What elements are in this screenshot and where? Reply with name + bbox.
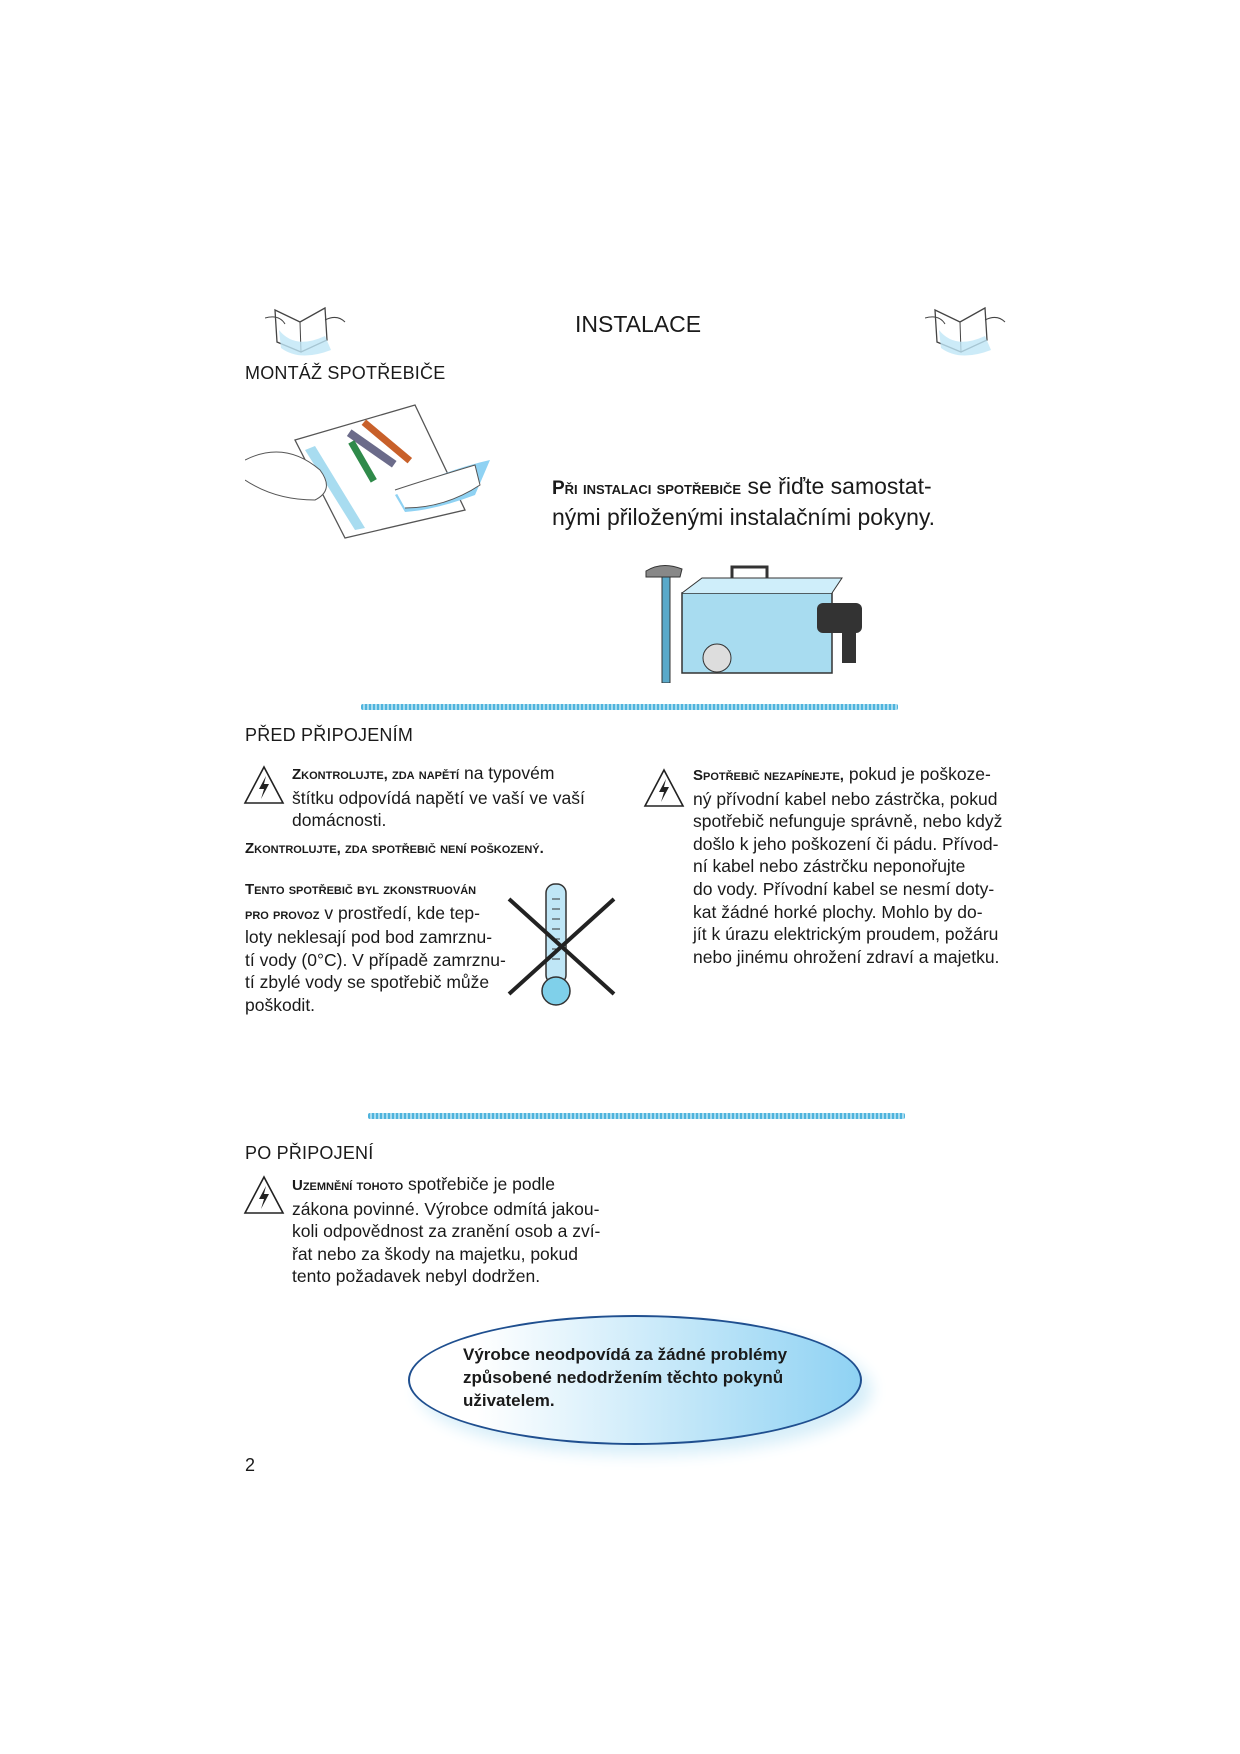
text-line: kat žádné horké plochy. Mohlo by do- — [693, 901, 983, 922]
text-line: na typovém — [459, 763, 555, 783]
frozen-thermometer-crossed-icon — [504, 879, 619, 1015]
frost-warning-text — [245, 877, 515, 1017]
page-title: INSTALACE — [575, 311, 702, 337]
text-line: tí zbylé vody se spotřebič může — [245, 972, 490, 993]
grounding-text — [292, 1173, 632, 1288]
section-heading-before-connection: PŘED PŘIPOJENÍM — [245, 725, 414, 745]
text-line: koli odpovědnost za zranění osob a zví- — [292, 1221, 601, 1242]
text-line: nými přiloženými instalačními pokyny. — [552, 504, 936, 530]
text-line: štítku odpovídá napětí ve vaší ve vaší — [292, 787, 585, 808]
section-divider — [361, 704, 898, 710]
text-line: do vody. Přívodní kabel se nesmí doty- — [693, 878, 995, 899]
text-line: uživatelem. — [463, 1391, 555, 1410]
manufacturer-notice-text — [463, 1343, 787, 1412]
text-line: loty neklesají pod bod zamrznu- — [245, 927, 493, 948]
check-damage-text: Zkontrolujte, zda spotřebič není poškozený. — [245, 840, 544, 857]
text-line: zákona povinné. Výrobce odmítá jakou- — [292, 1198, 600, 1219]
text-line: spotřebič nefunguje správně, nebo když — [693, 811, 1003, 832]
text-line: nebo jinému ohrožení zdraví a majetku. — [693, 946, 1000, 967]
page-number: 2 — [245, 1455, 256, 1475]
text-line: způsobené nedodržením těchto pokynů — [463, 1368, 784, 1387]
installation-instructions-text — [552, 472, 935, 532]
do-not-switch-on-text — [693, 763, 1023, 968]
section-heading-assembly: MONTÁŽ SPOTŘEBIČE — [245, 363, 446, 383]
text-line: řat nebo za škody na majetku, pokud — [292, 1243, 579, 1264]
text-line: ní kabel nebo zástrčku neponořujte — [693, 856, 966, 877]
lead-bold: Při instalaci spotřebiče — [552, 478, 742, 499]
lead-bold: Zkontrolujte, zda napětí — [292, 766, 460, 783]
electric-warning-icon — [243, 1175, 287, 1217]
text-line: jít k úrazu elektrickým proudem, požáru — [693, 924, 999, 945]
check-voltage-text — [292, 762, 622, 832]
hands-manual-illustration — [245, 400, 515, 545]
text-line: tí vody (0°C). V případě zamrznu- — [245, 949, 506, 970]
lead-bold: Tento spotřebič byl zkonstruován — [245, 881, 477, 898]
section-heading-after-connection: PO PŘIPOJENÍ — [245, 1143, 374, 1163]
text-line: došlo k jeho poškození či pádu. Přívod- — [693, 833, 999, 854]
section-divider — [368, 1113, 905, 1119]
text-line: spotřebiče je podle — [403, 1174, 555, 1194]
text-line: se řiďte samostat- — [741, 473, 932, 499]
manual-book-icon — [925, 300, 1010, 365]
text-line: v prostředí, kde tep- — [319, 902, 480, 923]
text-line: pokud je poškoze- — [843, 764, 991, 784]
manual-book-icon — [265, 300, 350, 365]
electric-warning-icon — [643, 768, 687, 810]
text-line: domácnosti. — [292, 810, 387, 831]
text-line: ný přívodní kabel nebo zástrčka, pokud — [693, 788, 998, 809]
toolbox-illustration — [642, 563, 892, 683]
text-line: Výrobce neodpovídá za žádné problémy — [463, 1345, 788, 1364]
text-line: poškodit. — [245, 994, 316, 1015]
electric-warning-icon — [243, 765, 287, 807]
text-line: tento požadavek nebyl dodržen. — [292, 1266, 541, 1287]
lead-bold: Spotřebič nezapínejte, — [693, 767, 844, 784]
lead-bold: Uzemnění tohoto — [292, 1177, 404, 1194]
lead-bold: pro provoz — [245, 905, 320, 923]
